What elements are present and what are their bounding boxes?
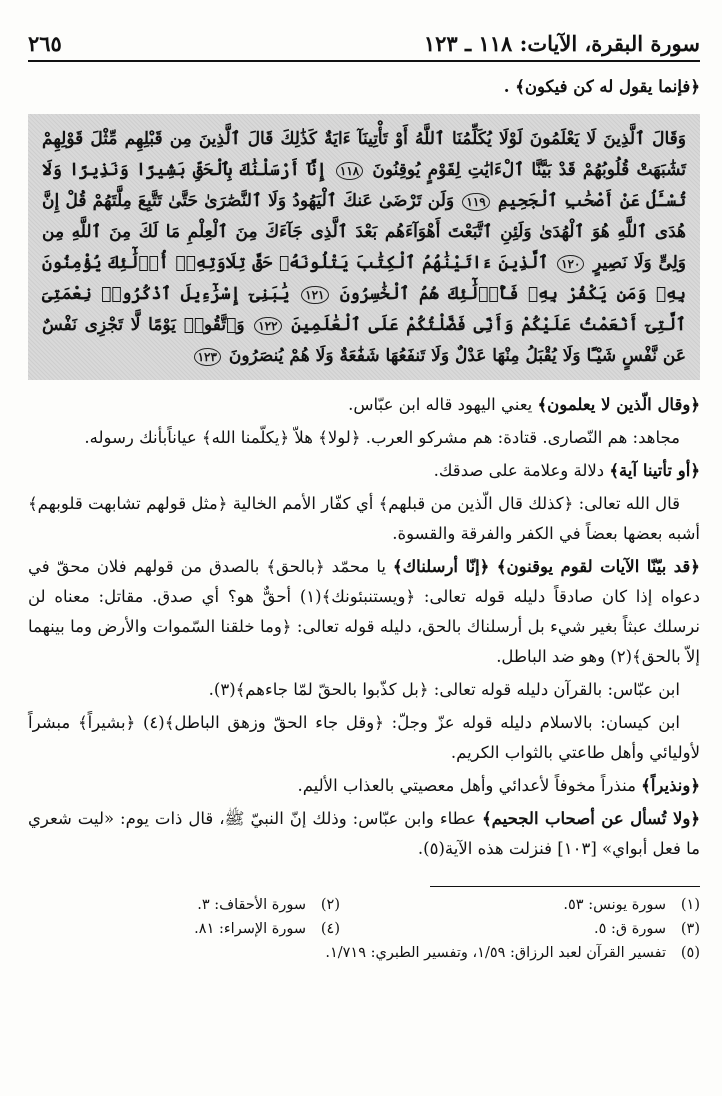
paragraph (28, 456, 700, 486)
footnote-text: تفسير القرآن لعبد الرزاق: ١/٥٩، وتفسير الطبري: ١/٧١٩. (325, 945, 666, 961)
commentary-text: ابن كيسان: بالاسلام دليله قوله عزّ وجلّ: ﴿وقل جاء الحقّ وزهق الباطل﴾(٤) ﴿بشيراً﴾ مبشراً لأوليائي وأهل طاعتي بالثواب الكريم. (28, 713, 700, 762)
commentary-text: دلالة وعلامة على صدقك. (433, 461, 610, 480)
paragraph (28, 675, 700, 705)
quran-quote: ﴿ولا تُسأل عن أصحاب الجحيم﴾ (481, 809, 700, 828)
commentary-text: ابن عبّاس: بالقرآن دليله قوله تعالى: ﴿بل كذّبوا بالحقّ لمّا جاءهم﴾(٣). (208, 680, 680, 699)
paragraph (28, 489, 700, 549)
quran-quote: ﴿ونذيراً﴾ (641, 776, 700, 795)
ayah-number: ١١٨ (336, 162, 363, 180)
page-header (28, 14, 700, 62)
footnote-row (28, 941, 700, 965)
paragraph (28, 390, 700, 420)
footnote-number: (٢) (320, 897, 340, 913)
footnote-number: (١) (680, 897, 700, 913)
paragraph (28, 804, 700, 864)
ayah-number: ١٢٣ (194, 348, 221, 366)
verse-text: قَوْلِهِمْ تَشَٰبَهَتْ قُلُوبُهُمْ قَدْ بَيَّنَّا ٱلْءَايَٰتِ لِقَوْمٍ يُوقِنُونَ (42, 129, 687, 180)
page-number: ٢٦٥ (28, 31, 62, 56)
ayah-number: ١٢٢ (254, 317, 281, 335)
footnote-text: سورة ق: ٥. (594, 921, 666, 937)
quran-quote: ﴿أو تأتينا آية﴾ (609, 461, 700, 480)
footnote-text: سورة يونس: ٥٣. (563, 897, 666, 913)
paragraph (28, 423, 700, 453)
paragraph (28, 708, 700, 768)
footnote-separator (430, 886, 700, 887)
commentary-text: مجاهد: هم النّصارى. قتادة: هم مشركو العرب. ﴿لولا﴾ هلاّ ﴿يكلّمنا الله﴾ عياناًبأنك رسوله. (84, 428, 680, 447)
paragraph (28, 552, 700, 672)
verse-text: يَٰبَنِىٓ إِسْرَٰٓءِيلَ ٱذْكُرُوا۟ نِعْمَتِىَ ٱلَّتِىٓ أَنْعَمْتُ عَلَيْكُمْ وَأَنِّى فَضَّلْتُكُمْ عَلَى ٱلْعَٰلَمِينَ (42, 284, 686, 335)
verse-text: وَٱتَّقُوا۟ يَوْمًا لَّا تَجْزِى نَفْسٌ عَن نَّفْسٍ شَيْـًٔا وَلَا يُقْبَلُ مِنْهَا عَدْلٌ وَلَا تَنفَعُهَا شَفَٰعَةٌ وَلَا هُمْ يُنصَرُونَ (42, 315, 686, 366)
main-content (28, 72, 700, 965)
footnote-number: (٤) (320, 921, 340, 937)
commentary-text: عطاء وابن عبّاس: وذلك إنّ النبيّ ﷺ، قال ذات يوم: «ليت شعري ما فعل أبواي» [١٠٣] فنزلت هذه الآية(٥). (28, 809, 700, 858)
footnote-number: (٣) (680, 921, 700, 937)
quran-quote: ﴿وقال الّذين لا يعلمون﴾ (537, 395, 700, 414)
commentary-text: يا محمّد ﴿بالحق﴾ بالصدق من قولهم فلان محقّ في دعواه إذا كان صادقاً دليله قوله تعالى: ﴿ويستنبئونك﴾(١) أحقٌّ هو؟ أي صدق. مقاتل: معناه لن نرسلك عبثاً بغير شيء بل أرسلناك بالحق، دليله قوله تعالى: ﴿وما خلقنا السّموات والأرض وما بينهما إلاّ بالحق﴾(٢) وهو ضد الباطل. (28, 557, 700, 666)
quran-verses-block (28, 114, 700, 380)
verse-text: وَقَالَ ٱلَّذِينَ لَا يَعْلَمُونَ لَوْلَا يُكَلِّمُنَا ٱللَّهُ أَوْ تَأْتِينَآ ءَايَةٌ كَذَٰلِكَ قَالَ ٱلَّذِينَ مِن قَبْلِهِم مِّثْلَ (90, 129, 686, 149)
footnote-text: سورة الأحقاف: ٣. (197, 897, 306, 913)
footnote-text: سورة الإسراء: ٨١. (194, 921, 306, 937)
ayah-number: ١١٩ (462, 193, 489, 211)
ayah-number: ١٢٠ (557, 255, 584, 273)
footnote-number: (٥) (680, 945, 700, 961)
commentary-text: يعني اليهود قاله ابن عبّاس. (348, 395, 538, 414)
verse-text: ٱلَّذِينَ ءَاتَيْنَٰهُمُ ٱلْكِتَٰبَ يَتْلُونَهُۥ حَقَّ تِلَاوَتِهِۦٓ أُو۟لَٰٓئِكَ يُؤْمِنُونَ بِهِۦ وَمَن يَكْفُرْ بِهِۦ فَأُو۟لَٰٓئِكَ هُمُ ٱلْخَٰسِرُونَ (42, 253, 687, 304)
commentary-text: قال الله تعالى: ﴿كذلك قال الّذين من قبلهم﴾ أي كفّار الأمم الخالية ﴿مثل قولهم تشابهت قلوبهم﴾ أشبه بعضها بعضاً في الكفر والفرقة والقسوة. (28, 494, 700, 543)
commentary-text: منذراً مخوفاً لأعدائي وأهل معصيتي بالعذاب الأليم. (297, 776, 642, 795)
footnote-row (28, 917, 700, 941)
footnotes (28, 893, 700, 965)
paragraph (28, 771, 700, 801)
verse-text: وَلَن تَرْضَىٰ عَنكَ ٱلْيَهُودُ وَلَا ٱلنَّصَٰرَىٰ حَتَّىٰ تَتَّبِعَ مِلَّتَهُمْ قُلْ إِنَّ هُدَى ٱللَّهِ هُوَ ٱلْهُدَىٰ وَلَئِنِ ٱتَّبَعْتَ أَهْوَآءَهُم بَعْدَ ٱلَّذِى جَآءَكَ مِنَ ٱلْعِلْمِ مَا لَكَ مِنَ ٱللَّهِ مِن وَلِىٍّ وَلَا نَصِيرٍ (42, 191, 687, 273)
ayah-number: ١٢١ (301, 286, 328, 304)
footnote-row (28, 893, 700, 917)
verse-text: إِنَّآ أَرْسَلْنَٰكَ بِٱلْحَقِّ بَشِيرًا وَنَذِيرًا وَلَا تُسْـَٔلُ عَنْ أَصْحَٰبِ ٱلْجَحِيمِ (42, 160, 687, 211)
intro-line: ﴿فإنما يقول له كن فيكون﴾ . (503, 77, 700, 96)
quran-quote: ﴿قد بيّنّا الآيات لقوم يوقنون﴾ ﴿إنّا أرسلناك﴾ (392, 557, 700, 576)
surah-title: سورة البقرة، الآيات: ١١٨ ـ ١٢٣ (423, 31, 700, 56)
